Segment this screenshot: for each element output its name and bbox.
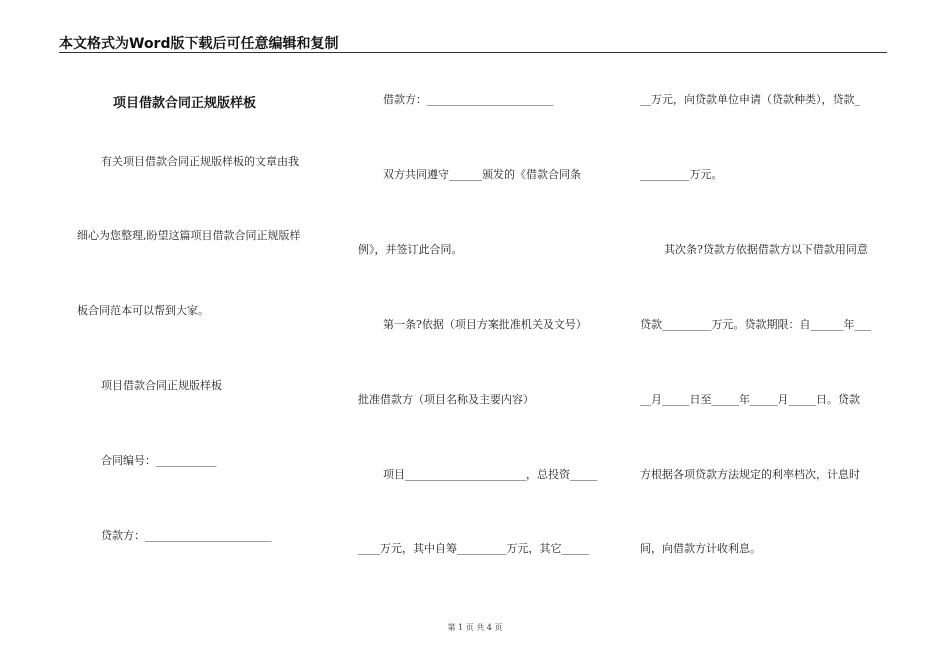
text-line: 贷款_________万元。贷款期限：自______年___	[640, 318, 871, 331]
document-title: 项目借款合同正规版样板	[113, 96, 257, 111]
document-header: 本文格式为Word版下载后可任意编辑和复制	[59, 36, 339, 52]
text-line: 例》，并签订此合同。	[358, 243, 463, 256]
header-divider	[59, 52, 887, 53]
page-number: 第 1 页 共 4 页	[447, 623, 503, 632]
text-line: __月_____日至_____年_____月_____日。贷款	[640, 393, 860, 406]
text-line: 双方共同遵守______颁发的《借款合同条	[383, 168, 581, 181]
text-line: 有关项目借款合同正规版样板的文章由我	[101, 155, 299, 168]
text-line: _________万元。	[640, 168, 723, 181]
text-line: 其次条?贷款方依据借款方以下借款用同意	[664, 243, 868, 256]
text-line: 合同编号：___________	[101, 454, 217, 467]
text-line: 第一条?依据（项目方案批准机关及文号）	[383, 318, 587, 331]
text-line: 项目______________________，总投资_____	[383, 468, 598, 481]
text-line: ____万元，其中自筹_________万元，其它_____	[358, 542, 589, 555]
text-line: 细心为您整理,盼望这篇项目借款合同正规版样	[77, 229, 301, 242]
text-line: 贷款方：_______________________	[101, 529, 272, 542]
text-line: 方根据各项贷款方法规定的利率档次，计息时	[640, 468, 860, 481]
text-line: 借款方：_______________________	[383, 93, 554, 106]
text-line: 项目借款合同正规版样板	[101, 379, 222, 392]
text-line: 批准借款方（项目名称及主要内容）	[358, 393, 534, 406]
text-line: __万元，向贷款单位申请（贷款种类），贷款_	[640, 93, 860, 106]
text-line: 间，向借款方计收利息。	[640, 542, 761, 555]
text-line: 板合同范本可以帮到大家。	[77, 304, 209, 317]
